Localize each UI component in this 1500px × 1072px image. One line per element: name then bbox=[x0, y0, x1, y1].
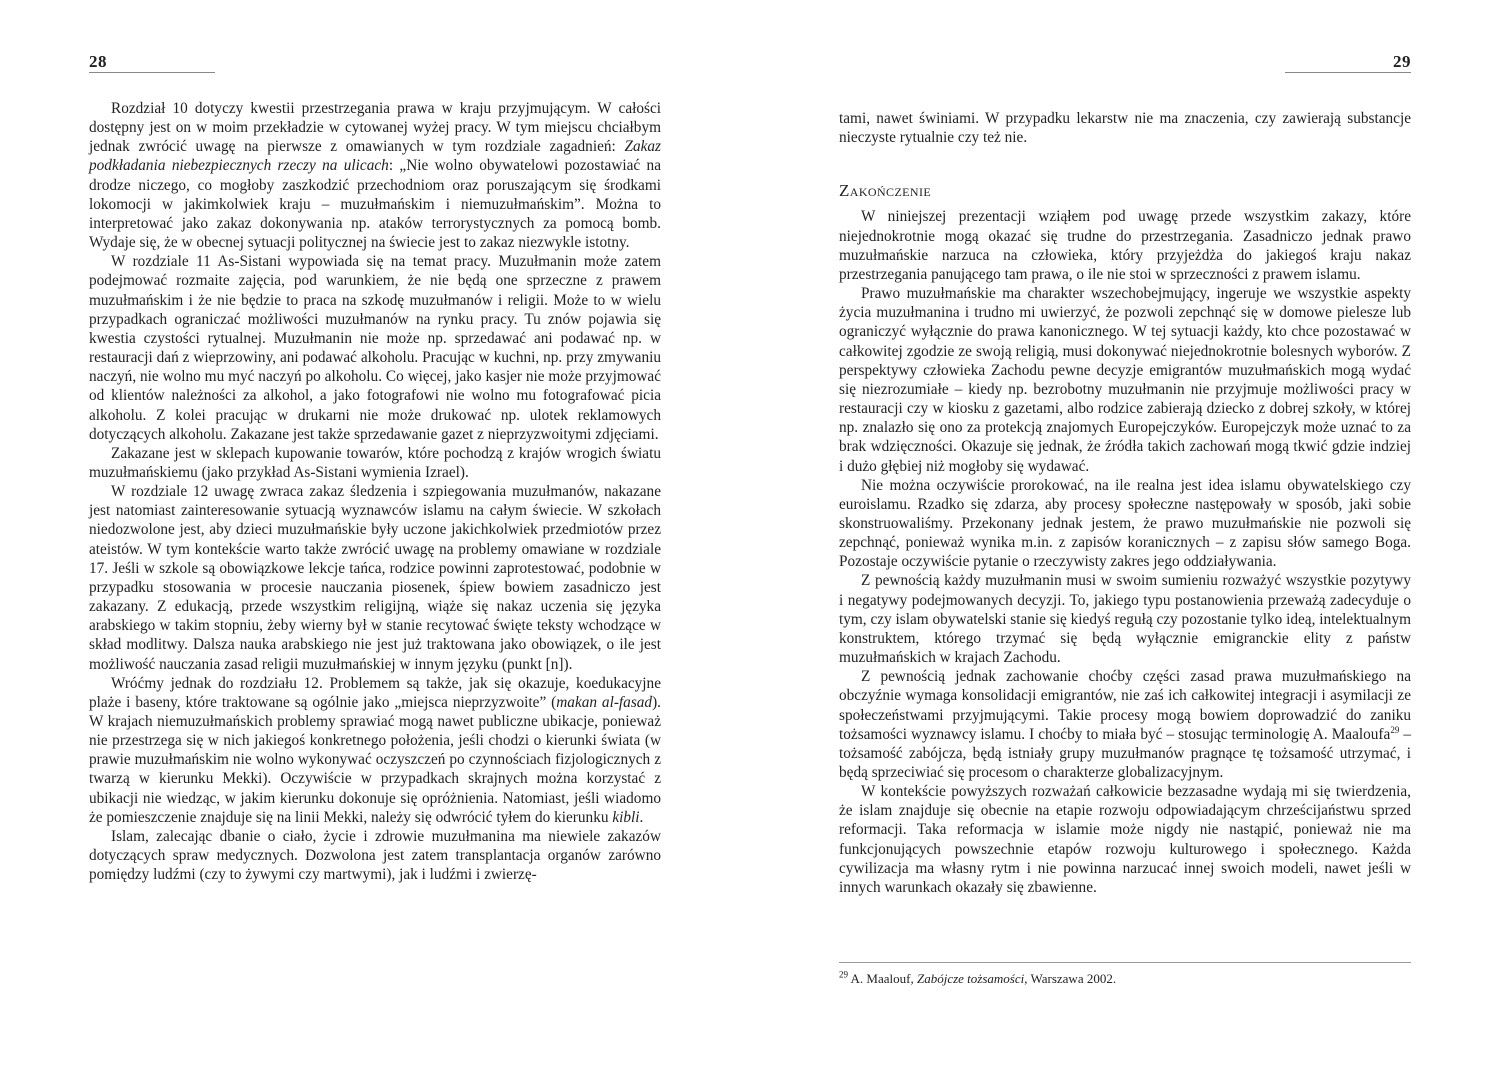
text-segment: Z pewnością każdy muzułmanin musi w swoim sumieniu rozważyć wszystkie pozytywy i negatywy podejmowanych decyzji. To, jakiego typu postanowienia przeważą zadecyduje o tym, czy islam obywatelski stanie się kiedyś regułą czy pozostanie tylko ideą, intelektualnym konstruktem, którego trzymać się będą wyłącznie emigranckie elity z państw muzułmańskich w krajach Zachodu. bbox=[839, 572, 1411, 667]
paragraph bbox=[89, 99, 661, 252]
paragraph bbox=[839, 667, 1411, 782]
page-number: 28 bbox=[89, 52, 107, 71]
section-heading: Zakończenie bbox=[839, 181, 932, 201]
page-number: 29 bbox=[1393, 52, 1411, 71]
text-segment: W niniejszej prezentacji wziąłem pod uwagę przede wszystkim zakazy, które niejednokrotnie mogą okazać się trudne do przestrzegania. Zasadniczo jednak prawo muzułmańskie narzuca na człowieka, który przyjeżdża do jakiegoś kraju nakaz przestrzegania panującego tam prawa, o ile nie stoi w sprzeczności z prawem islamu. bbox=[839, 208, 1411, 283]
section-paragraphs bbox=[839, 207, 1411, 897]
footnote-rest: , Warszawa 2002. bbox=[1024, 971, 1117, 986]
header-rule bbox=[89, 72, 215, 73]
paragraph bbox=[839, 571, 1411, 667]
continuation-paragraph: tami, nawet świniami. W przypadku lekarstw nie ma znaczenia, czy zawierają substancje nieczyste rytualnie czy też nie. bbox=[839, 110, 1411, 147]
text-segment: Wróćmy jednak do rozdziału 12. Problemem są także, jak się okazuje, koedukacyjne plaże i baseny, które traktowane są ogólnie jako „miejsca nieprzyzwoite” ( bbox=[89, 674, 661, 711]
footnote-marker: 29 bbox=[839, 969, 848, 980]
text-segment: Islam, zalecając dbanie o ciało, życie i zdrowie muzułmanina ma niewiele zakazów dotyczących spraw medycznych. Dozwolona jest zatem transplantacja organów zarówno pomiędzy ludźmi (czy to żywymi czy martwymi), jak i ludźmi i zwierzę- bbox=[89, 827, 661, 884]
paragraph bbox=[89, 444, 661, 482]
footnote-author: A. Maalouf, bbox=[850, 971, 917, 986]
paragraph bbox=[839, 476, 1411, 572]
text-segment: Zakazane jest w sklepach kupowanie towarów, które pochodzą z krajów wrogich światu muzułmańskiemu (jako przykład As-Sistani wymienia Izrael). bbox=[89, 444, 661, 481]
text-segment: ). W krajach niemuzułmańskich problemy sprawiać mogą nawet publiczne ubikacje, ponieważ nie przestrzega się w nich jakiegoś konkretnego położenia, jeśli chodzi o kierunki świata (w prawie muzułmańskim nie wolno wykonywać oczyszczeń po czynnościach fizjologicznych z twarzą w kierunku Mekki). Oczywiście w przypadkach skrajnych można korzystać z ubikacji nie wiedząc, w jakim kierunku dokonuje się opróżnienia. Natomiast, jeśli wiadomo że pomieszczenie znajduje się na linii Mekki, należy się odwrócić tyłem do kierunku bbox=[89, 693, 661, 826]
footnote-rule bbox=[839, 962, 1411, 963]
header-rule bbox=[1285, 72, 1411, 73]
italic-text: kibli bbox=[612, 808, 640, 826]
paragraph bbox=[839, 207, 1411, 284]
text-segment: Rozdział 10 dotyczy kwestii przestrzegania prawa w kraju przyjmującym. W całości dostępny jest on w moim przekładzie w cytowanej wyżej pracy. W tym miejscu chciałbym jednak zwrócić uwagę na pierwsze z omawianych w tym rozdziale zagadnień: bbox=[89, 100, 661, 156]
paragraph bbox=[89, 674, 661, 827]
text-segment: W kontekście powyższych rozważań całkowicie bezzasadne wydają mi się twierdzenia, że islam znajduje się obecnie na etapie rozwoju odpowiadającym chrześcijaństwu sprzed reformacji. Taka reformacja w islamie może nigdy nie nastąpić, ponieważ nie ma funkcjonujących powszechnie etapów rozwoju kulturowego i społecznego. Każda cywilizacja ma własny rytm i nie powinna narzucać innej swoich modeli, nawet jeśli w innych warunkach okazały się zbawienne. bbox=[839, 783, 1411, 896]
text-segment: . bbox=[639, 808, 644, 826]
text-segment: Nie można oczywiście prorokować, na ile realna jest idea islamu obywatelskiego czy euroislamu. Rzadko się zdarza, aby procesy społeczne następowały w sposób, jaki sobie skonstruowaliśmy. Przekonany jednak jestem, że prawo muzułmańskie nie pozwoli się zepchnąć, ponieważ wynika m.in. z zapisów koranicznych – z zapisu słów samego Boga. Pozostaje oczywiście pytanie o rzeczywisty zakres jego oddziaływania. bbox=[839, 476, 1411, 571]
footnote bbox=[839, 970, 1411, 987]
italic-text: makan al-fasad bbox=[556, 693, 653, 711]
text-segment: – tożsamość zabójcza, będą istniały grupy muzułmanów pragnące tę tożsamość utrzymać, i będą sprzeciwiać się procesom o charakterze globalizacyjnym. bbox=[839, 725, 1411, 781]
paragraph bbox=[839, 284, 1411, 476]
right-page bbox=[750, 0, 1500, 1072]
text-segment: Prawo muzułmańskie ma charakter wszechobejmujący, ingeruje we wszystkie aspekty życia muzułmanina i trudno mi uwierzyć, że pozwoli zepchnąć się w domowe pielesze lub ograniczyć wyłącznie do prawa kanonicznego. W tej sytuacji każdy, kto chce pozostawać w całkowitej zgodzie ze swoją religią, musi dokonywać niejednokrotnie bolesnych wyborów. Z perspektywy człowieka Zachodu pewne decyzje emigrantów muzułmańskich mogą wydać się niezrozumiałe – kiedy np. bezrobotny muzułmanin nie przyjmuje możliwości pracy w restauracji czy w kiosku z gazetami, albo rodzice zabierają dziecko z dobrej szkoły, w której np. znalazło się ono za protekcją znajomych Europejczyków. Europejczyk może uznać to za brak wdzięczności. Okazuje się jednak, że źródła takich zachowań mogą tkwić gdzie indziej i dużo głębiej niż mogłoby się wydawać. bbox=[839, 285, 1411, 475]
footnote-reference: 29 bbox=[1390, 724, 1400, 735]
text-segment: Z pewnością jednak zachowanie choćby części zasad prawa muzułmańskiego na obczyźnie wymaga konsolidacji emigrantów, nie zaś ich całkowitej integracji i asymilacji ze społeczeństwami przyjmującymi. Takie procesy mogą bowiem doprowadzić do zaniku tożsamości wyznawcy islamu. I choćby to miała być – stosując terminologię A. Maaloufa bbox=[839, 668, 1411, 743]
italic-text: Zakaz podkładania niebezpiecznych rzeczy na ulicach bbox=[89, 138, 661, 175]
footnote-title: Zabójcze tożsamości bbox=[916, 971, 1025, 986]
text-segment: : „Nie wolno obywatelowi pozostawiać na drodze niczego, co mogłoby zaszkodzić przechodniom oraz poruszającym się środkami lokomocji w jakimkolwiek kraju – muzułmańskim i niemuzułmańskim”. Można to interpretować jako zakaz dokonywania np. ataków terrorystycznych za pomocą bomb. Wydaje się, że w obecnej sytuacji politycznej na świecie jest to zakaz niezwykle istotny. bbox=[89, 157, 661, 252]
paragraph bbox=[89, 482, 661, 674]
text-segment: W rozdziale 11 As-Sistani wypowiada się na temat pracy. Muzułmanin może zatem podejmować rozmaite zajęcia, pod warunkiem, że nie będą one sprzeczne z prawem muzułmańskim i że nie będzie to praca na szkodę muzułmanów i religii. Może to w wielu przypadkach ograniczać możliwości muzułmanów na rynku pracy. Tu znów pojawia się kwestia czystości rytualnej. Muzułmanin nie może np. sprzedawać ani podawać np. w restauracji dań z wieprzowiny, ani podawać alkoholu. Pracując w kuchni, np. przy zmywaniu naczyń, nie wolno mu myć naczyń po alkoholu. Co więcej, jako kasjer nie może przyjmować od klientów należności za alkohol, a jako fotografowi nie wolno mu fotografować picia alkoholu. Z kolei pracując w drukarni nie może drukować np. ulotek reklamowych dotyczących alkoholu. Zakazane jest także sprzedawanie gazet z nieprzyzwoitymi zdjęciami. bbox=[89, 253, 661, 443]
paragraph bbox=[89, 827, 661, 884]
text-segment: W rozdziale 12 uwagę zwraca zakaz śledzenia i szpiegowania muzułmanów, nakazane jest natomiast zainteresowanie sytuacją wyznawców islamu na całym świecie. W szkołach niedozwolone jest, aby dzieci muzułmańskie były uczone jakichkolwiek przedmiotów przez ateistów. W tym kontekście warto także zwrócić uwagę na problemy omawiane w rozdziale 17. Jeśli w szkole są obowiązkowe lekcje tańca, rodzice powinni zaprotestować, podobnie w przypadku stosowania w procesie nauczania piosenek, śpiew bowiem zasadniczo jest zakazany. Z edukacją, przede wszystkim religijną, wiąże się nakaz uczenia się języka arabskiego w takim stopniu, żeby wierny był w stanie recytować święte teksty wchodzące w skład modlitwy. Dalsza nauka arabskiego nie jest już traktowana jako obowiązek, o ile jest możliwość nauczania zasad religii muzułmańskiej w innym języku (punkt [n]). bbox=[89, 483, 661, 673]
right-page-body bbox=[839, 109, 1411, 897]
paragraph bbox=[89, 252, 661, 444]
paragraph bbox=[839, 782, 1411, 897]
left-page-body bbox=[89, 99, 661, 884]
